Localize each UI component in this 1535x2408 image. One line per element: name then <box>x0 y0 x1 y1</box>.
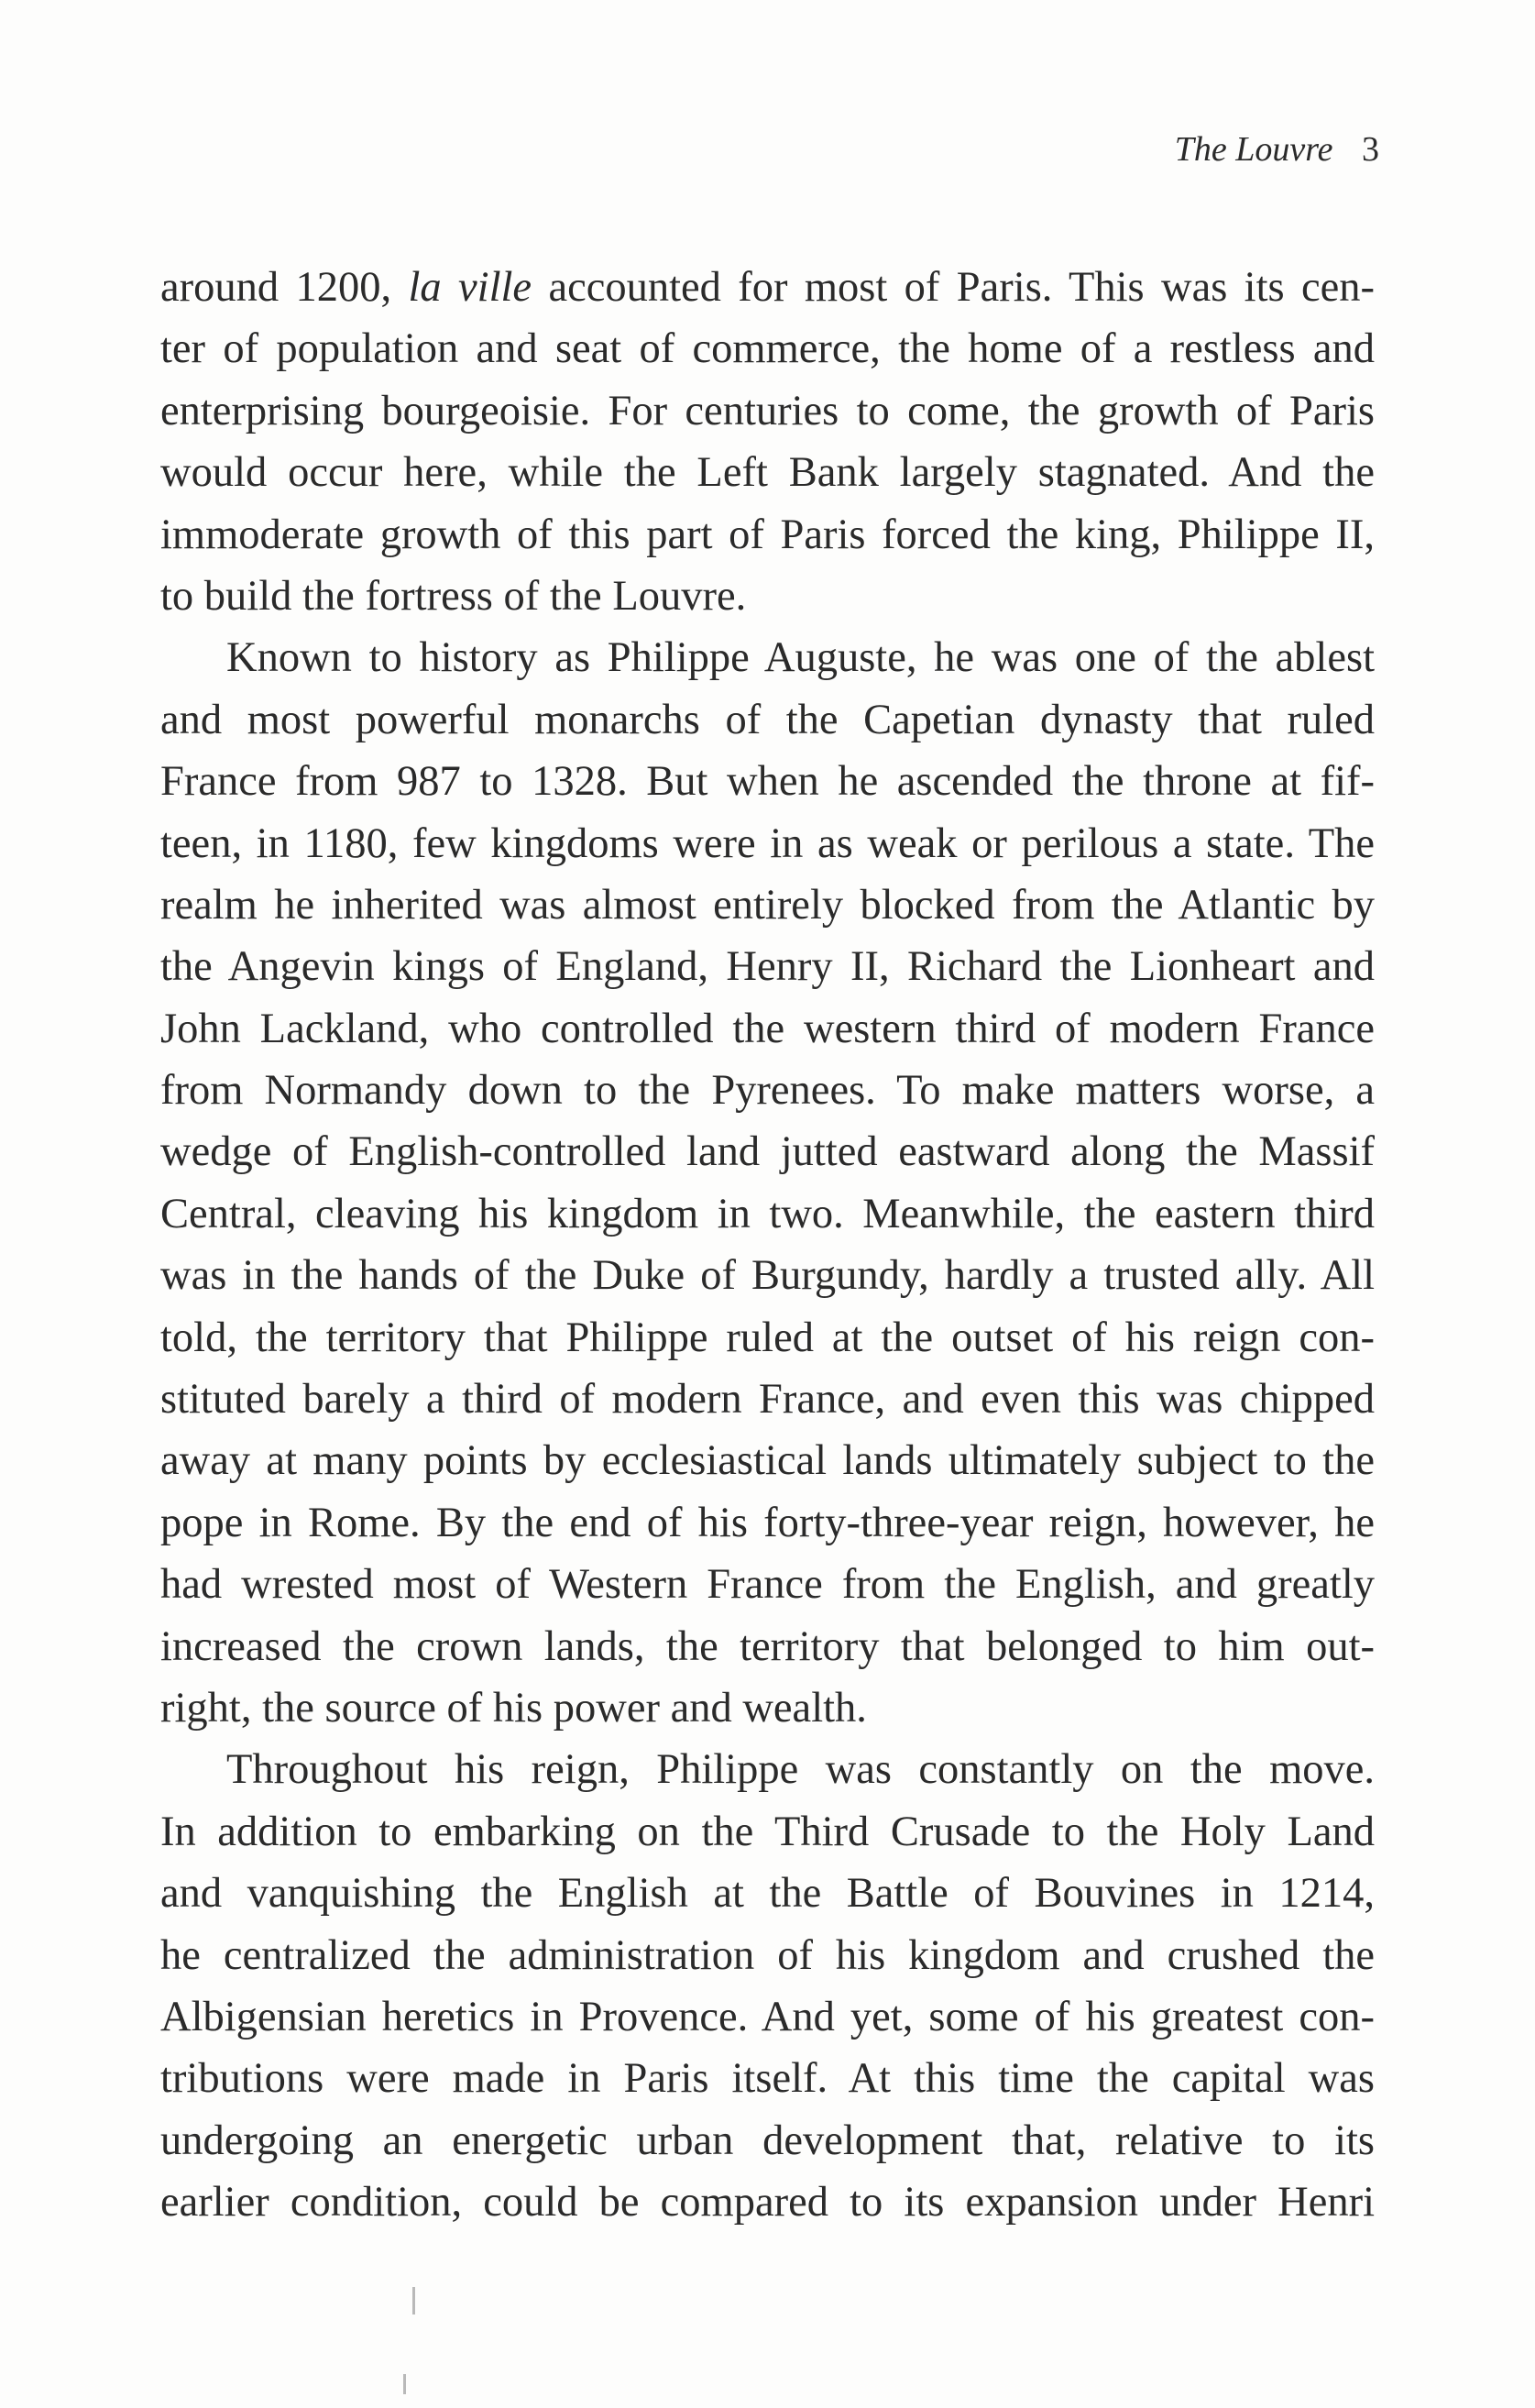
text-line: France from 987 to 1328. But when he ascended the throne at fif- <box>160 758 1375 806</box>
text-line: wedge of English-controlled land jutted eastward along the Massif <box>160 1128 1375 1176</box>
text-line: Known to history as Philippe Auguste, he was one of the ablest <box>226 634 1375 682</box>
paragraph <box>160 257 1375 627</box>
text-line: stituted barely a third of modern France, and even this was chipped <box>160 1376 1375 1424</box>
text-line: Albigensian heretics in Provence. And yet, some of his greatest con- <box>160 1993 1375 2040</box>
text-line: and most powerful monarchs of the Capetian dynasty that ruled <box>160 696 1375 743</box>
text-line: In addition to embarking on the Third Crusade to the Holy Land <box>160 1808 1375 1855</box>
text-line: undergoing an energetic urban development that, relative to its <box>160 2117 1375 2164</box>
body-text <box>160 257 1375 2234</box>
text-line: ter of population and seat of commerce, the home of a restless and <box>160 325 1375 373</box>
text-line: away at many points by ecclesiastical lands ultimately subject to the <box>160 1437 1375 1485</box>
text-line: told, the territory that Philippe ruled at the outset of his reign con- <box>160 1314 1375 1361</box>
text-line: was in the hands of the Duke of Burgundy, hardly a trusted ally. All <box>160 1252 1375 1300</box>
text-line: tributions were made in Paris itself. At this time the capital was <box>160 2055 1375 2103</box>
text-line: right, the source of his power and wealth. <box>160 1684 867 1732</box>
paragraph <box>160 627 1375 1739</box>
paragraph <box>160 1739 1375 2233</box>
text-line: enterprising bourgeoisie. For centuries to come, the growth of Paris <box>160 387 1375 434</box>
text-line: he centralized the administration of his kingdom and crushed the <box>160 1931 1375 1979</box>
text-line: had wrested most of Western France from the English, and greatly <box>160 1561 1375 1609</box>
scan-speck <box>412 2287 415 2315</box>
text-line: increased the crown lands, the territory that belonged to him out- <box>160 1622 1375 1670</box>
text-line: John Lackland, who controlled the western third of modern France <box>160 1005 1375 1052</box>
scan-speck <box>403 2374 406 2394</box>
text-line: immoderate growth of this part of Paris forced the king, Philippe II, <box>160 511 1375 558</box>
text-line: Central, cleaving his kingdom in two. Meanwhile, the eastern third <box>160 1190 1375 1237</box>
text-line: to build the fortress of the Louvre. <box>160 572 747 620</box>
text-line: around 1200, la ville accounted for most of Paris. This was its cen- <box>160 264 1375 311</box>
italic-phrase: la ville <box>408 264 532 311</box>
running-head-title: The Louvre <box>1174 130 1333 169</box>
text-line: teen, in 1180, few kingdoms were in as weak or perilous a state. The <box>160 819 1375 867</box>
text-line: would occur here, while the Left Bank largely stagnated. And the <box>160 449 1375 497</box>
text-line: realm he inherited was almost entirely blocked from the Atlantic by <box>160 881 1375 929</box>
text-line: the Angevin kings of England, Henry II, Richard the Lionheart and <box>160 943 1375 991</box>
text-line: from Normandy down to the Pyrenees. To make matters worse, a <box>160 1067 1375 1115</box>
text-line: pope in Rome. By the end of his forty-three-year reign, however, he <box>160 1499 1375 1546</box>
text-line: Throughout his reign, Philippe was constantly on the move. <box>226 1746 1375 1794</box>
running-head <box>1175 128 1379 170</box>
text-line: earlier condition, could be compared to its expansion under Henri <box>160 2179 1375 2227</box>
text-line: and vanquishing the English at the Battle of Bouvines in 1214, <box>160 1870 1375 1918</box>
page-number: 3 <box>1362 130 1379 169</box>
